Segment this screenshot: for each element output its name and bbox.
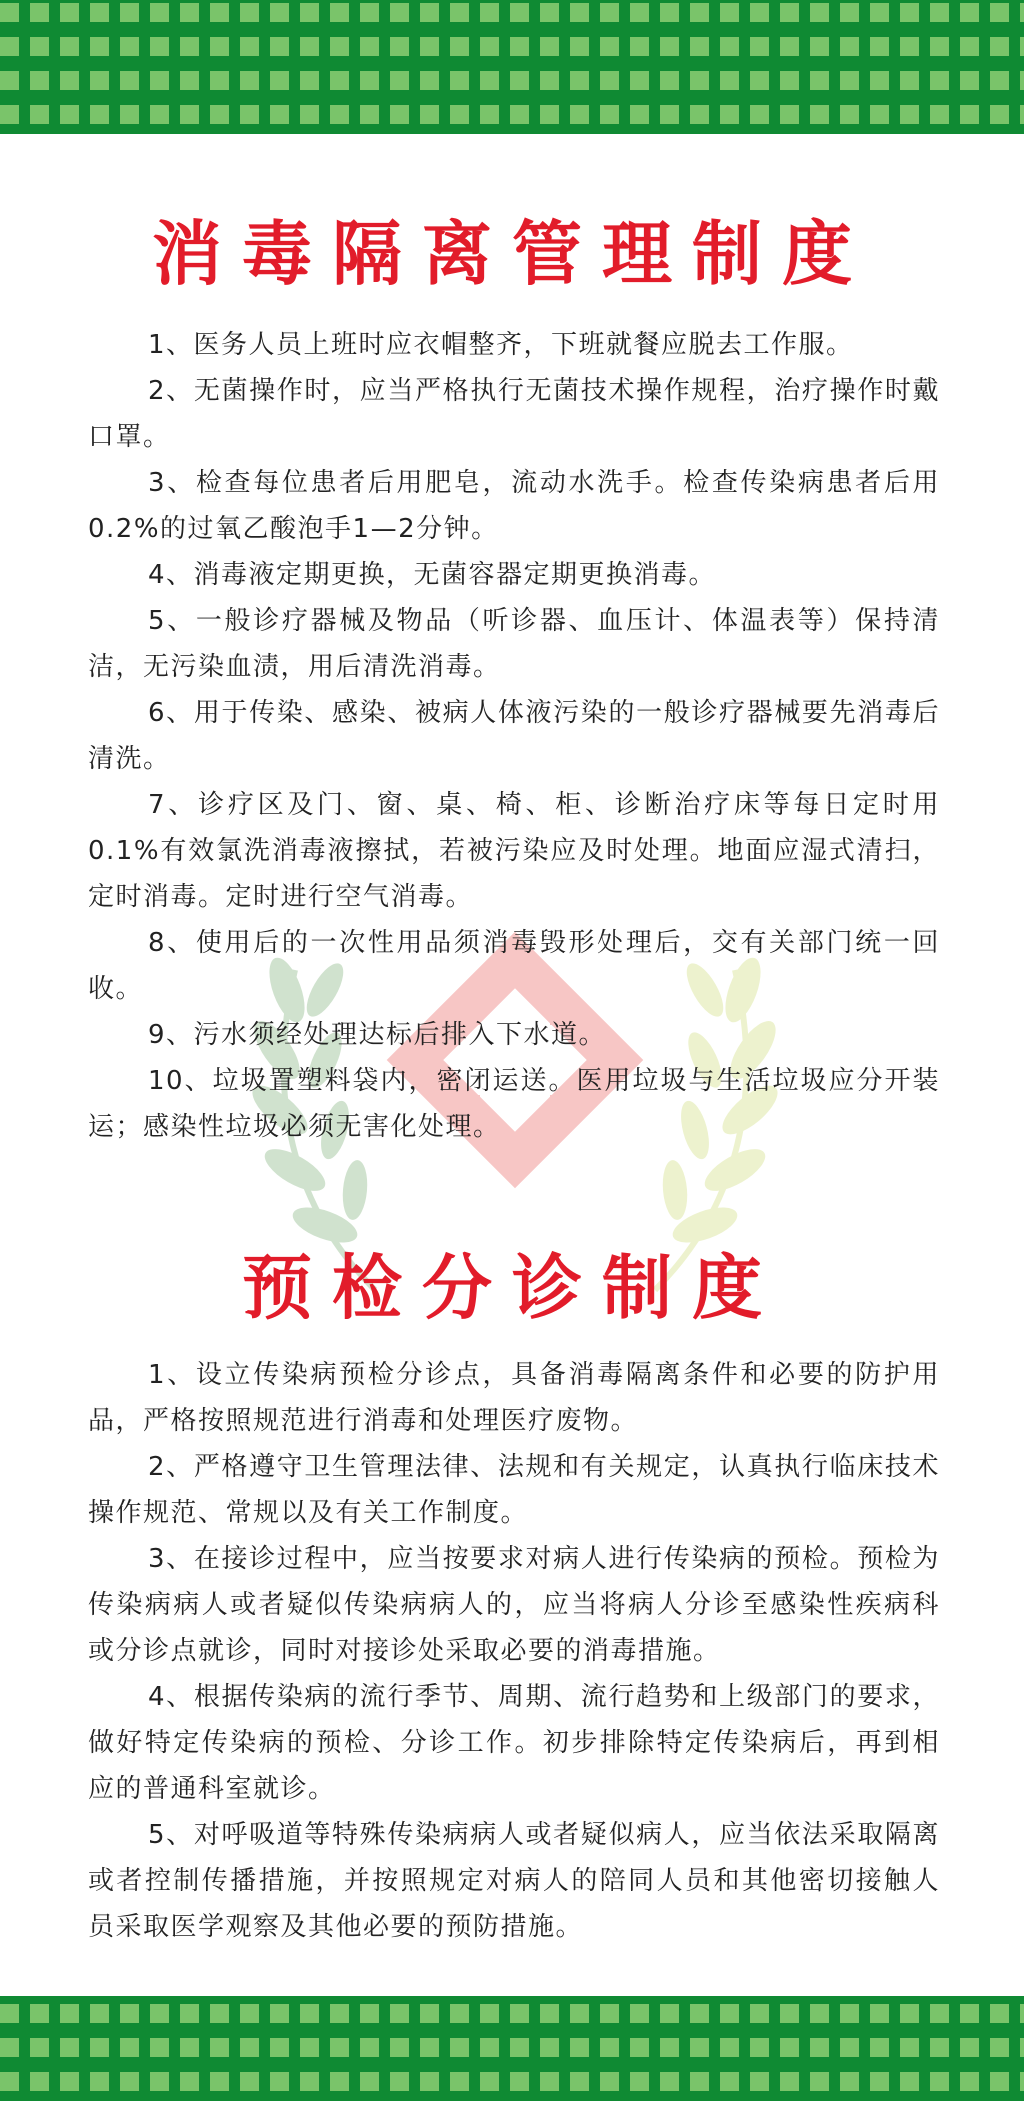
rule-item: 9、污水须经处理达标后排入下水道。 <box>148 1020 607 1050</box>
band-square-pattern <box>0 1996 1024 2101</box>
rule-item: 4、根据传染病的流行季节、周期、流行趋势和上级部门的要求，做好特定传染病的预检、分诊工作。初步排除特定传染病后，再到相应的普通科室就诊。 <box>88 1682 940 1804</box>
section-title-disinfection: 消毒隔离管理制度 <box>152 213 872 295</box>
rule-item: 10、垃圾置塑料袋内，密闭运送。医用垃圾与生活垃圾应分开装运；感染性垃圾必须无害化处理。 <box>88 1066 940 1142</box>
rule-item: 5、一般诊疗器械及物品（听诊器、血压计、体温表等）保持清洁，无污染血渍，用后清洗消毒。 <box>88 606 940 682</box>
section-body-triage <box>88 1352 940 1950</box>
rule-item: 5、对呼吸道等特殊传染病病人或者疑似病人，应当依法采取隔离或者控制传播措施，并按照规定对病人的陪同人员和其他密切接触人员采取医学观察及其他必要的预防措施。 <box>88 1820 940 1942</box>
section-body-disinfection <box>88 322 940 1150</box>
rule-item: 1、设立传染病预检分诊点，具备消毒隔离条件和必要的防护用品，严格按照规范进行消毒和处理医疗废物。 <box>88 1360 940 1436</box>
rule-item: 7、诊疗区及门、窗、桌、椅、柜、诊断治疗床等每日定时用0.1%有效氯洗消毒液擦拭，若被污染应及时处理。地面应湿式清扫，定时消毒。定时进行空气消毒。 <box>88 790 940 912</box>
band-square-pattern <box>0 0 1024 134</box>
rule-item: 3、在接诊过程中，应当按要求对病人进行传染病的预检。预检为传染病病人或者疑似传染病病人的，应当将病人分诊至感染性疾病科或分诊点就诊，同时对接诊处采取必要的消毒措施。 <box>88 1544 940 1666</box>
section-title-triage: 预检分诊制度 <box>242 1247 782 1329</box>
rule-item: 4、消毒液定期更换，无菌容器定期更换消毒。 <box>148 560 717 590</box>
rule-item: 2、无菌操作时，应当严格执行无菌技术操作规程，治疗操作时戴口罩。 <box>88 376 940 452</box>
rule-item: 8、使用后的一次性用品须消毒毁形处理后，交有关部门统一回收。 <box>88 928 940 1004</box>
rule-item: 1、医务人员上班时应衣帽整齐，下班就餐应脱去工作服。 <box>148 330 854 360</box>
top-decorative-band <box>0 0 1024 134</box>
rule-item: 6、用于传染、感染、被病人体液污染的一般诊疗器械要先消毒后清洗。 <box>88 698 940 774</box>
rule-item: 2、严格遵守卫生管理法律、法规和有关规定，认真执行临床技术操作规范、常规以及有关工作制度。 <box>88 1452 940 1528</box>
rule-item: 3、检查每位患者后用肥皂，流动水洗手。检查传染病患者后用0.2%的过氧乙酸泡手1—2分钟。 <box>88 468 940 544</box>
bottom-decorative-band <box>0 1996 1024 2101</box>
